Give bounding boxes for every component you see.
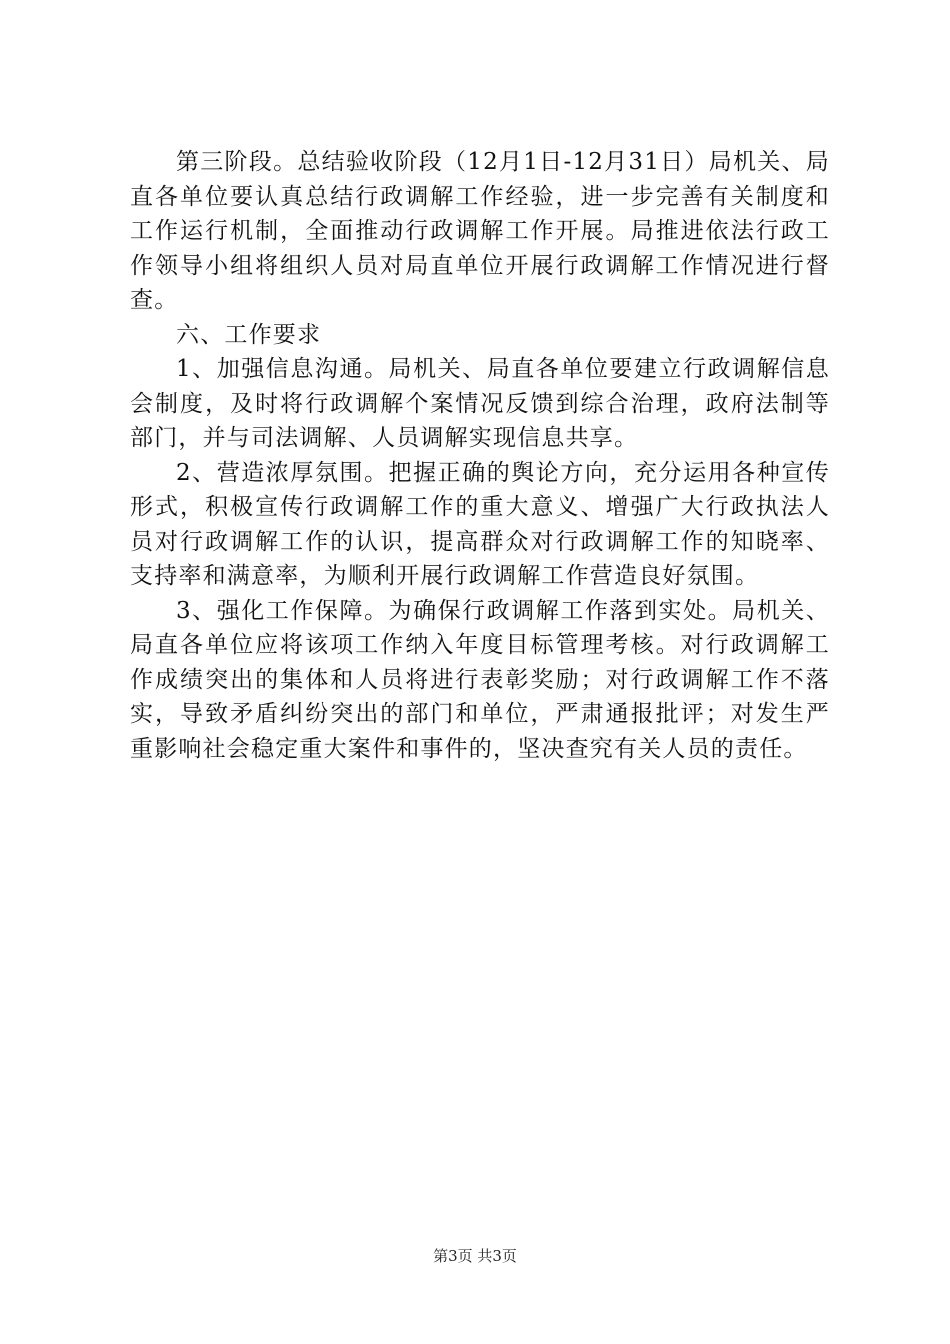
paragraph-requirement-2: 2、营造浓厚氛围。把握正确的舆论方向，充分运用各种宣传形式，积极宣传行政调解工作的重大意义、增强广大行政执法人员对行政调解工作的认识，提高群众对行政调解工作的知晓率、支持率和满意率，为顺利开展行政调解工作营造良好氛围。 (130, 459, 830, 589)
paragraph-requirement-1: 1、加强信息沟通。局机关、局直各单位要建立行政调解信息会制度，及时将行政调解个案情况反馈到综合治理，政府法制等部门，并与司法调解、人员调解实现信息共享。 (130, 356, 830, 451)
section-heading-work-requirements: 六、工作要求 (176, 321, 322, 348)
document-body (130, 145, 830, 766)
paragraph-stage-three: 第三阶段。总结验收阶段（12月1日-12月31日）局机关、局直各单位要认真总结行政调解工作经验，进一步完善有关制度和工作运行机制，全面推动行政调解工作开展。局推进依法行政工作领导小组将组织人员对局直单位开展行政调解工作情况进行督查。 (130, 149, 830, 313)
paragraph-requirement-3: 3、强化工作保障。为确保行政调解工作落到实处。局机关、局直各单位应将该项工作纳入年度目标管理考核。对行政调解工作成绩突出的集体和人员将进行表彰奖励；对行政调解工作不落实，导致矛盾纠纷突出的部门和单位，严肃通报批评；对发生严重影响社会稳定重大案件和事件的，坚决查究有关人员的责任。 (130, 597, 830, 762)
page-number-footer: 第3页 共3页 (433, 1247, 517, 1265)
